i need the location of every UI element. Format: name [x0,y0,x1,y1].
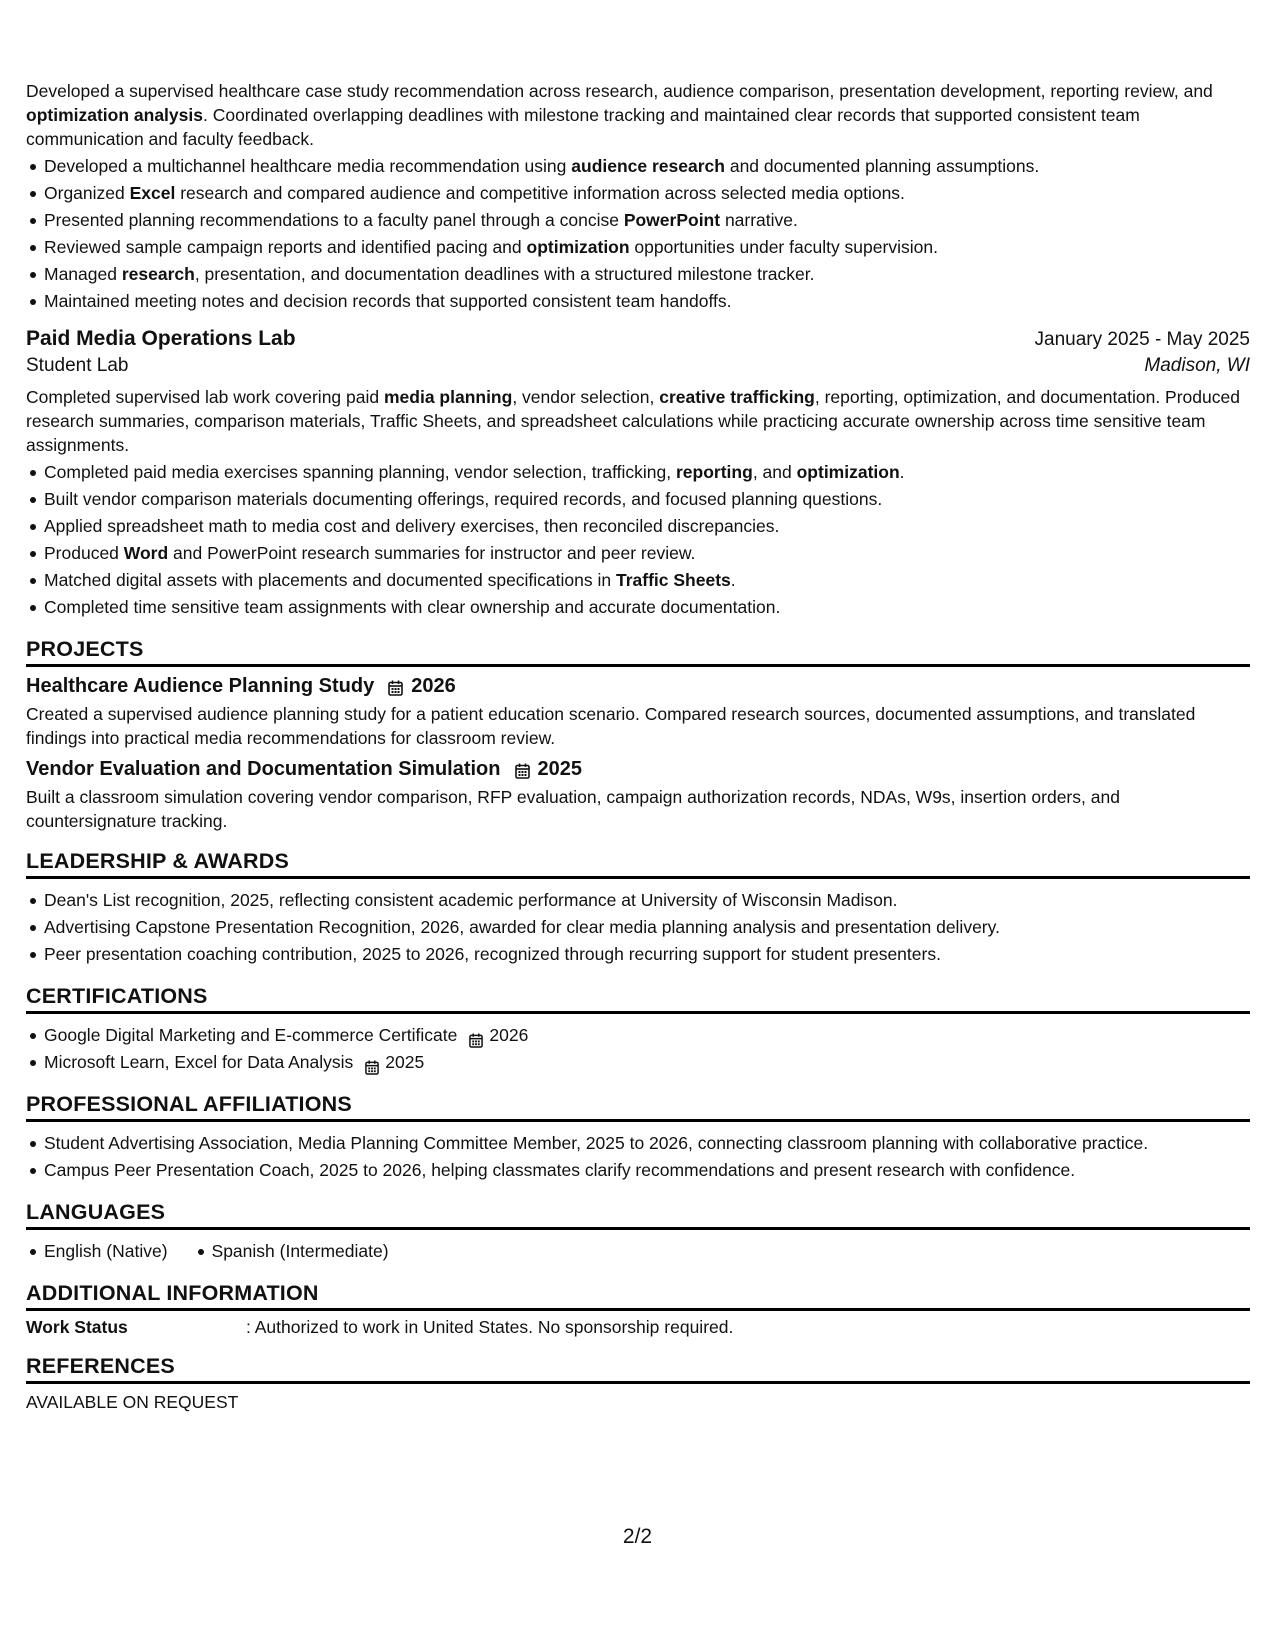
section-title-references: REFERENCES [26,1354,1250,1384]
list-item: Completed paid media exercises spanning planning, vendor selection, trafficking, reporting, and optimization. [44,459,1250,486]
list-item: Developed a multichannel healthcare media recommendation using audience research and documented planning assumptions. [44,153,1250,180]
entry-org: Student Lab [26,355,129,376]
project-title: Healthcare Audience Planning Study [26,675,375,697]
project-title: Vendor Evaluation and Documentation Simulation [26,758,501,780]
list-item: Spanish (Intermediate) [212,1238,389,1265]
languages-list [26,1238,1250,1265]
entry-location: Madison, WI [1144,355,1250,376]
project-entry [26,758,1250,833]
list-item: Maintained meeting notes and decision records that supported consistent team handoffs. [44,288,1250,315]
experience-entry [26,327,1250,621]
affiliations-list [26,1130,1250,1184]
list-item: Organized Excel research and compared audience and competitive information across selected media options. [44,180,1250,207]
list-item: Produced Word and PowerPoint research summaries for instructor and peer review. [44,540,1250,567]
list-item: Student Advertising Association, Media Planning Committee Member, 2025 to 2026, connecting classroom planning with collaborative practice. [44,1130,1250,1157]
list-item: English (Native) [44,1238,168,1265]
project-entry [26,675,1250,750]
list-item: Built vendor comparison materials documenting offerings, required records, and focused planning questions. [44,486,1250,513]
calendar-icon [469,1029,483,1044]
list-item: Peer presentation coaching contribution, 2025 to 2026, recognized through recurring support for student presenters. [44,941,1250,968]
entry-bullets [26,459,1250,621]
section-title-additional: ADDITIONAL INFORMATION [26,1281,1250,1311]
list-item: Reviewed sample campaign reports and identified pacing and optimization opportunities under faculty supervision. [44,234,1250,261]
work-status-label: Work Status [26,1317,128,1337]
calendar-icon [388,679,403,695]
calendar-icon [365,1056,379,1071]
experience-bullets [26,153,1250,315]
list-item: Advertising Capstone Presentation Recognition, 2026, awarded for clear media planning analysis and presentation delivery. [44,914,1250,941]
entry-dates: January 2025 - May 2025 [1034,329,1250,350]
resume-page [26,79,1250,1413]
certification-year: 2025 [385,1052,425,1072]
entry-title: Paid Media Operations Lab [26,327,296,350]
page-number: 2/2 [622,1525,653,1548]
list-item: Completed time sensitive team assignments with clear ownership and accurate documentation. [44,594,1250,621]
project-description: Built a classroom simulation covering vendor comparison, RFP evaluation, campaign authorization records, NDAs, W9s, insertion orders, and countersignature tracking. [26,787,1120,831]
work-status-row [26,1317,1250,1338]
entry-description: Completed supervised lab work covering paid media planning, vendor selection, creative trafficking, reporting, optimization, and documentation. Produced research summaries, comparison materials, Traffic Sheets, and spreadsheet calculations while practicing accurate ownership across time sensitive team assignments. [26,387,1240,455]
leadership-list [26,887,1250,968]
section-title-languages: LANGUAGES [26,1200,1250,1230]
section-title-projects: PROJECTS [26,637,1250,667]
list-item: Managed research, presentation, and documentation deadlines with a structured milestone tracker. [44,261,1250,288]
certification-year: 2026 [489,1025,529,1045]
project-year: 2026 [411,675,456,697]
work-status-value: : Authorized to work in United States. No sponsorship required. [246,1317,734,1337]
list-item: Campus Peer Presentation Coach, 2025 to 2026, helping classmates clarify recommendations and present research with confidence. [44,1157,1250,1184]
references-text: AVAILABLE ON REQUEST [26,1392,239,1412]
list-item: Dean's List recognition, 2025, reflecting consistent academic performance at University of Wisconsin Madison. [44,887,1250,914]
certification-name: Microsoft Learn, Excel for Data Analysis [44,1052,354,1072]
project-description: Created a supervised audience planning study for a patient education scenario. Compared research sources, documented assumptions, and translated findings into practical media recommendations for classroom review. [26,704,1196,748]
certifications-list [26,1022,1250,1076]
list-item: Presented planning recommendations to a faculty panel through a concise PowerPoint narrative. [44,207,1250,234]
certification-name: Google Digital Marketing and E-commerce Certificate [44,1025,458,1045]
calendar-icon [515,762,530,778]
experience-description: Developed a supervised healthcare case study recommendation across research, audience comparison, presentation development, reporting review, and optimization analysis. Coordinated overlapping deadlines with milestone tracking and maintained clear records that supported consistent team communication and faculty feedback. [26,81,1213,149]
section-title-leadership: LEADERSHIP & AWARDS [26,849,1250,879]
list-item: Applied spreadsheet math to media cost and delivery exercises, then reconciled discrepancies. [44,513,1250,540]
project-year: 2025 [537,758,582,780]
list-item [44,1049,1250,1076]
list-item: Matched digital assets with placements and documented specifications in Traffic Sheets. [44,567,1250,594]
list-item [44,1022,1250,1049]
section-title-certifications: CERTIFICATIONS [26,984,1250,1014]
section-title-affiliations: PROFESSIONAL AFFILIATIONS [26,1092,1250,1122]
